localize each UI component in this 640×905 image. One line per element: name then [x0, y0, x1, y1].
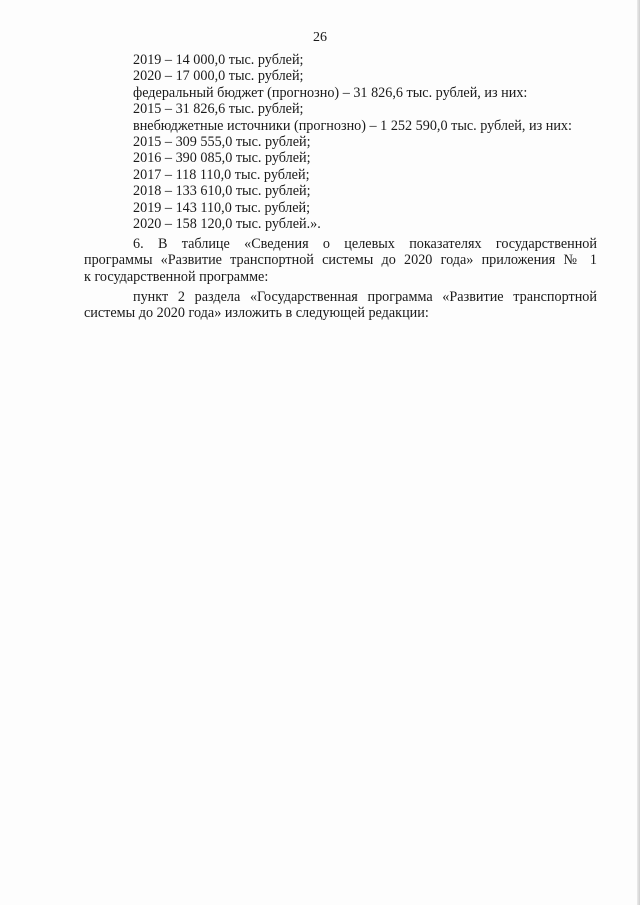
- paragraph-6-line-1: 6. В таблице «Сведения о целевых показателях государственной: [133, 236, 597, 252]
- funding-line: 2020 – 17 000,0 тыс. рублей;: [133, 68, 304, 85]
- funding-line: 2019 – 143 110,0 тыс. рублей;: [133, 199, 311, 216]
- paragraph-7-line-2: системы до 2020 года» изложить в следующей редакции:: [84, 305, 429, 322]
- funding-line: внебюджетные источники (прогнозно) – 1 252 590,0 тыс. рублей, из них:: [133, 117, 572, 134]
- funding-line: 2016 – 390 085,0 тыс. рублей;: [133, 150, 311, 167]
- page-number: 26: [313, 30, 327, 45]
- funding-line: федеральный бюджет (прогнозно) – 31 826,6 тыс. рублей, из них:: [133, 84, 528, 101]
- paragraph-6-line-2: программы «Развитие транспортной системы до 2020 года» приложения № 1: [84, 252, 597, 269]
- funding-line: 2015 – 31 826,6 тыс. рублей;: [133, 101, 304, 118]
- funding-line: 2017 – 118 110,0 тыс. рублей;: [133, 166, 310, 183]
- document-body: [133, 52, 597, 232]
- funding-line: 2020 – 158 120,0 тыс. рублей.».: [133, 216, 321, 233]
- paragraph-6-line-3: к государственной программе:: [84, 268, 269, 285]
- funding-line: 2019 – 14 000,0 тыс. рублей;: [133, 52, 304, 68]
- paragraph-7-line-1: пункт 2 раздела «Государственная программа «Развитие транспортной: [133, 289, 597, 305]
- funding-line: 2015 – 309 555,0 тыс. рублей;: [133, 134, 311, 151]
- funding-line: 2018 – 133 610,0 тыс. рублей;: [133, 183, 311, 200]
